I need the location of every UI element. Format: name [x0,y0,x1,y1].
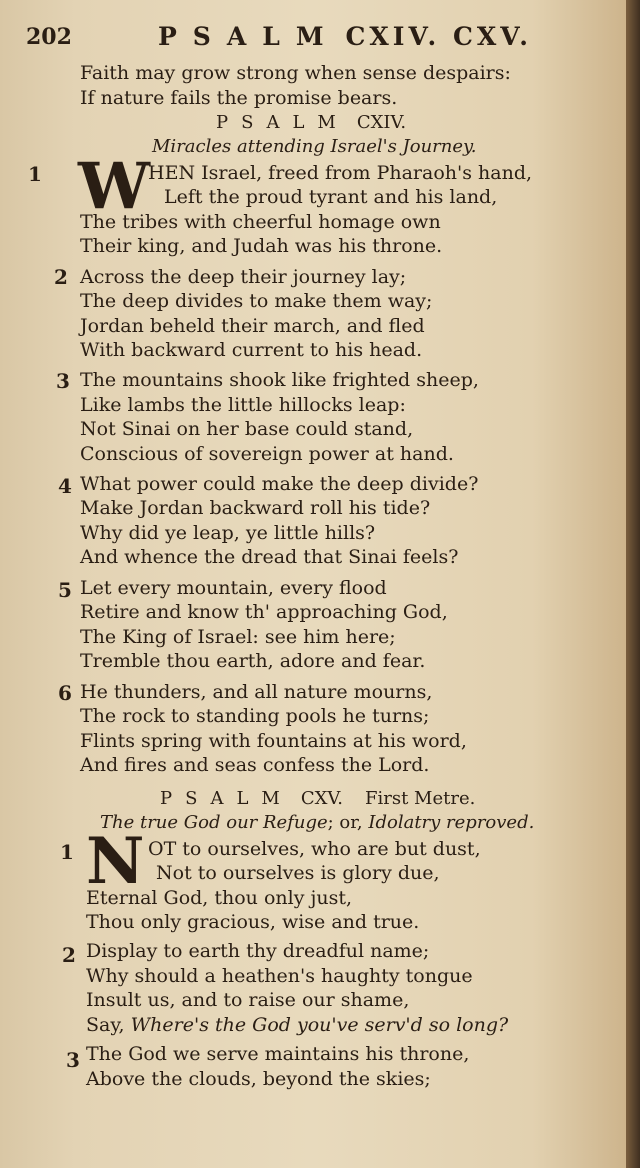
stanza-number: 3 [66,1048,80,1072]
verse-line: The King of Israel: see him here; [80,626,396,648]
stanza-number: 2 [62,943,76,967]
verse-line: The rock to standing pools he turns; [80,705,430,727]
verse-line: What power could make the deep divide? [80,473,479,495]
verse-line: Conscious of sovereign power at hand. [80,443,454,465]
verse-line: Make Jordan backward roll his tide? [80,497,431,519]
psalm-115-subtitle: The true God our Refuge; or, Idolatry reproved. [100,812,535,833]
stanza-number: 4 [58,474,72,498]
verse-line: Above the clouds, beyond the skies; [86,1068,431,1090]
verse-line: Not Sinai on her base could stand, [80,418,414,440]
verse-line: Display to earth thy dreadful name; [86,940,430,962]
page-header [26,22,556,54]
verse-line: Eternal God, thou only just, [86,887,353,909]
page-number: 202 [26,24,72,50]
drop-cap: N [86,824,145,899]
psalm-115-title: PSALM CXV. First Metre. [160,788,476,809]
running-title: PSALM CXIV. CXV. [158,22,532,51]
stanza-number: 5 [58,578,72,602]
stanza-number: 2 [54,265,68,289]
verse-line: HEN Israel, freed from Pharaoh's hand, [148,162,533,184]
psalm-114-subtitle: Miracles attending Israel's Journey. [152,136,477,157]
continuation-line: If nature fails the promise bears. [80,87,398,109]
verse-line: Let every mountain, every flood [80,577,387,599]
verse-line: The God we serve maintains his throne, [86,1043,470,1065]
verse-line: Not to ourselves is glory due, [156,862,440,884]
verse-line: Say, Where's the God you've serv'd so long? [86,1014,509,1036]
verse-line: Across the deep their journey lay; [80,266,407,288]
stanza-number: 1 [60,840,74,864]
stanza-number: 3 [56,369,70,393]
verse-line: Tremble thou earth, adore and fear. [80,650,426,672]
continuation-line: Faith may grow strong when sense despairs: [80,62,511,84]
verse-line: With backward current to his head. [80,339,423,361]
verse-line: The tribes with cheerful homage own [80,211,441,233]
verse-line: And fires and seas confess the Lord. [80,754,430,776]
verse-line: Left the proud tyrant and his land, [164,186,498,208]
page-edge [626,0,640,1168]
verse-line: The mountains shook like frighted sheep, [80,369,479,391]
verse-line: Like lambs the little hillocks leap: [80,394,406,416]
verse-line: Retire and know th' approaching God, [80,601,448,623]
verse-line: OT to ourselves, who are but dust, [148,838,481,860]
stanza-number: 1 [28,162,42,186]
drop-cap: W [78,149,150,224]
verse-line: The deep divides to make them way; [80,290,433,312]
verse-line: Thou only gracious, wise and true. [86,911,420,933]
psalm-114-title: PSALM CXIV. [216,112,407,133]
verse-line: He thunders, and all nature mourns, [80,681,433,703]
verse-line: Their king, and Judah was his throne. [80,235,443,257]
verse-line: Jordan beheld their march, and fled [80,315,425,337]
verse-line: And whence the dread that Sinai feels? [80,546,459,568]
verse-line: Why did ye leap, ye little hills? [80,522,376,544]
verse-line: Why should a heathen's haughty tongue [86,965,473,987]
verse-line: Flints spring with fountains at his word, [80,730,467,752]
verse-line: Insult us, and to raise our shame, [86,989,410,1011]
stanza-number: 6 [58,681,72,705]
